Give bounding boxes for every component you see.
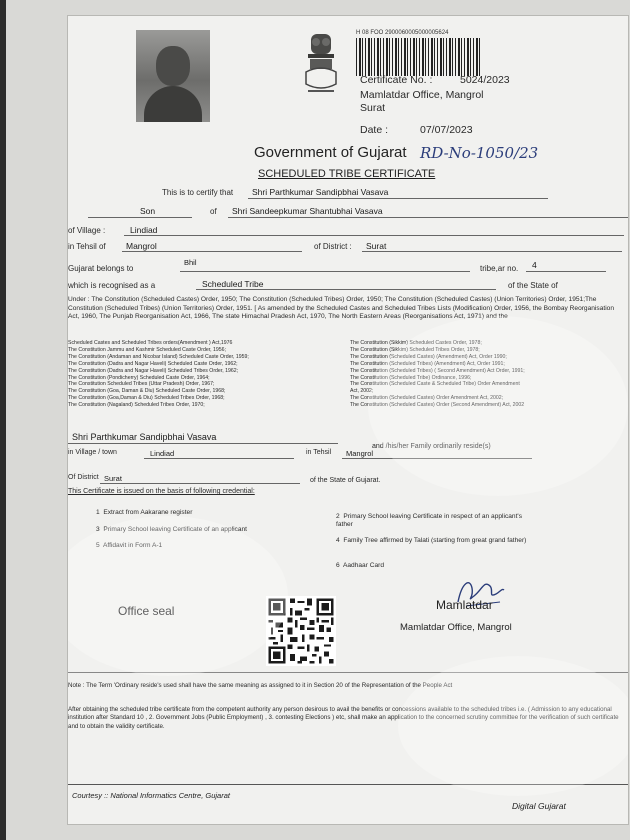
order-item: Act, 2002; — [350, 388, 374, 395]
order-item: The Constitution Jammu and Kashmir Scheduled Caste Order, 1956; — [68, 346, 227, 353]
order-item: The Constitution (Dadra and Nagar Haveli) Scheduled Caste Order, 1962; — [68, 360, 238, 367]
village-value: Lindiad — [130, 225, 158, 235]
note-ordinary-reside: Note : The Term 'Ordinary reside's used shall have the same meaning as assigned to it in Section 20 of the Representation of the People Act — [68, 682, 453, 689]
res-state-text: of the State of Gujarat. — [310, 477, 381, 484]
credential-item: 4 Family Tree affirmed by Talati (starting from great grand father) — [336, 537, 527, 544]
credential-item: 1 Extract from Aakarane register — [96, 509, 193, 516]
mamlatdar-office-label: Mamlatdar Office, Mangrol — [400, 622, 512, 633]
barcode — [356, 38, 480, 76]
office-line-2: Surat — [360, 102, 386, 114]
order-item: The Constitution (Goa, Daman & Diu) Scheduled Caste Order, 1968; — [68, 388, 226, 395]
res-village-value: Lindiad — [150, 449, 175, 458]
res-tehsil-value: Mangrol — [346, 449, 374, 458]
certificate-no: 5024/2023 — [460, 74, 510, 86]
note-verification: After obtaining the scheduled tribe certificate from the competent authority any person desirous to avail the benefits or concessions available to the scheduled tribes i.e. ( Admission to any educational institution after Standard 10 , 2. Government Jobs (Public Employment) , 3. contesting Elections ) etc, shall make an application to the concerned scrutiny committee for the verification of such certificate and to obtain the validity certificate. — [68, 706, 619, 730]
recognised-label: which is recognised as a — [68, 281, 156, 290]
order-item: The Constitution (Scheduled Tribes) ( Second Amendment) Act Order, 1991; — [350, 367, 525, 374]
tribe-value: Bhil — [184, 258, 197, 267]
state-emblem-icon — [302, 30, 340, 96]
order-item: The Constitution (Dadra and Nagar Haveli) Scheduled Tribes Order, 1962; — [68, 367, 239, 374]
handwritten-reference: RD-No-1050/23 — [420, 144, 539, 162]
order-item: The Constitution (Scheduled Tribe) Ordinance, 1996; — [350, 374, 472, 381]
order-item: The Constitution (Scheduled Castes) (Amendment) Act, Order 1990; — [350, 353, 507, 360]
orders-left-list — [68, 340, 340, 409]
order-item: The Constitution (Scheduled Castes) Order (Second Amendment) Act, 2002 — [350, 402, 525, 409]
res-tehsil-label: in Tehsil — [306, 449, 332, 456]
date-value: 07/07/2023 — [420, 124, 473, 136]
order-item: The Constitution (Goa,Daman & Diu) Scheduled Tribes Order, 1968; — [68, 395, 225, 402]
under-constitution-text: Under : The Constitution (Scheduled Castes) Order, 1950; The Constitution (Scheduled Tribes) Order, 1950; The Constitution (Scheduled Castes) (Union Territories) Order, 1951;The Constitution (Scheduled Tribes) (Union Territories) Order, 1951. [ As amended by the Scheduled Castes and Scheduled Tribes Lists (Modification) Order, 1956, the Bombay Reorganisation Act, 1960, The Punjab Reorganisation Act, 1966, The state Himachal Pradesh Act, 1970, The North Eastern Areas (Reorganisations Act, 1971) and the — [68, 296, 614, 321]
date-label: Date : — [360, 124, 389, 136]
order-item: The Constitution (Andaman and Nicobar Island) Scheduled Caste Order, 1959; — [68, 353, 249, 360]
relation: Son — [140, 206, 156, 216]
order-item: The Constitution Scheduled Tribes (Uttar Pradesh) Order, 1967; — [68, 381, 215, 388]
certificate-no-label: Certificate No. : — [360, 74, 433, 86]
order-item: The Constitution (Scheduled Caste & Scheduled Tribe) Order Amendment — [350, 381, 520, 388]
credential-item: 3 Primary School leaving Certificate of an applicant — [96, 526, 248, 533]
office-seal-label: Office seal — [118, 604, 175, 618]
taluka-label: in Tehsil of — [68, 242, 106, 251]
credential-item: 2 Primary School leaving Certificate in respect of an applicant's father — [336, 513, 522, 528]
scan-edge — [0, 0, 6, 840]
order-item: The Constitution (Nagaland) Scheduled Tribes Order, 1970; — [68, 402, 205, 409]
recognised-value: Scheduled Tribe — [202, 279, 264, 289]
district-value: Surat — [366, 241, 387, 251]
courtesy-footer: Courtesy :: National Informatics Centre, Gujarat — [72, 791, 230, 800]
order-item: The Constitution (Scheduled Tribes) (Amendment) Act, Order 1991; — [350, 360, 505, 367]
applicant-name: Shri Parthkumar Sandipbhai Vasava — [252, 187, 389, 197]
applicant-photo — [136, 30, 210, 122]
mamlatdar-label: Mamlatdar — [436, 598, 493, 612]
state-suffix: of the State of — [508, 281, 558, 290]
taluka-value: Mangrol — [126, 241, 157, 251]
res-village-label: in Village / town — [68, 449, 117, 456]
orders-right-list — [350, 340, 628, 409]
order-item: The Constitution (Scheduled Castes) Order Amendment Act, 2002; — [350, 395, 504, 402]
certificate-title: SCHEDULED TRIBE CERTIFICATE — [258, 168, 436, 180]
credential-item: 6 Aadhaar Card — [336, 562, 385, 569]
digital-gujarat-footer: Digital Gujarat — [512, 801, 566, 811]
father-name: Shri Sandeepkumar Shantubhai Vasava — [232, 206, 383, 216]
of-label: of — [210, 207, 217, 216]
tribe-no: 4 — [532, 260, 537, 270]
order-item: The Constitution (Pondicherry) Scheduled Caste Order, 1964; — [68, 374, 210, 381]
certificate-page — [68, 16, 628, 824]
res-district-label: Of District — [68, 474, 99, 481]
government-heading: Government of Gujarat — [254, 144, 407, 161]
office-line-1: Mamlatdar Office, Mangrol — [360, 89, 484, 101]
belongs-label: Gujarat belongs to — [68, 264, 134, 273]
barcode-number: H 08 FOO 2900060005000005624 — [356, 30, 449, 36]
res-district-value: Surat — [104, 474, 122, 483]
credential-item: 5 Affidavit in Form A-1 — [96, 542, 163, 549]
qr-code — [266, 596, 336, 666]
order-item: Scheduled Castes and Scheduled Tribes orders(Amendment ) Act,1976 — [68, 340, 233, 346]
basis-text: This Certificate is issued on the basis of following credential: — [68, 488, 255, 495]
tribe-no-label: tribe,ar no. — [480, 264, 519, 273]
district-label: of District : — [314, 242, 352, 251]
family-text: and /his/her Family ordinarily reside(s) — [372, 443, 491, 450]
order-item: The Constitution (Sikkim) Scheduled Tribes Order, 1978; — [350, 346, 480, 353]
village-label: of Village : — [68, 226, 106, 235]
order-item: The Constitution (Sikkim) Scheduled Castes Order, 1978; — [350, 340, 482, 346]
resident-name: Shri Parthkumar Sandipbhai Vasava — [72, 432, 217, 442]
certify-prefix: This is to certify that — [162, 188, 234, 197]
